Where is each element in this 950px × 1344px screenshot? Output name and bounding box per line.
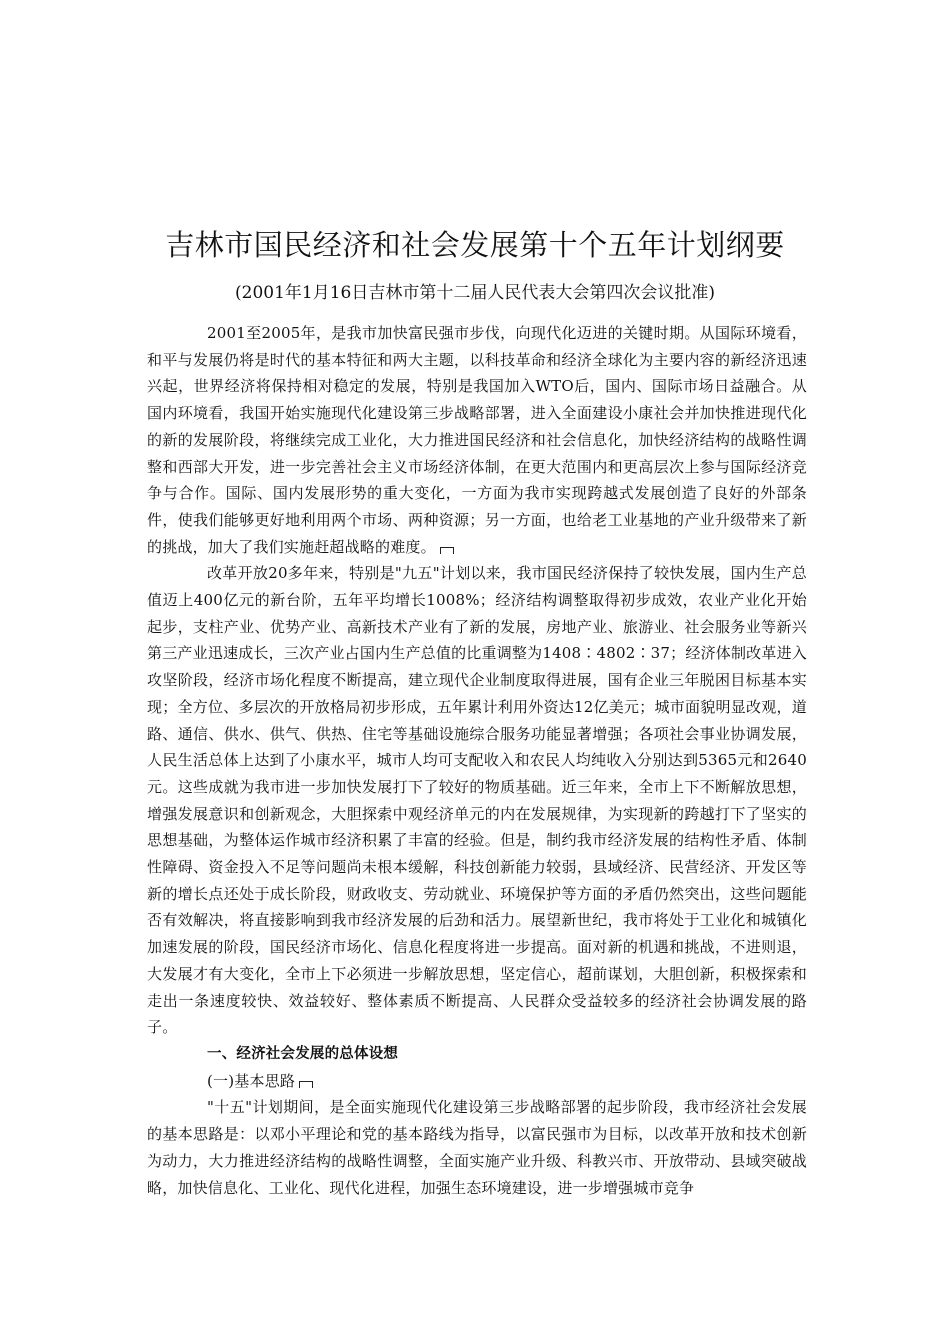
- paragraph-mark-icon: [440, 547, 454, 554]
- document-title: 吉林市国民经济和社会发展第十个五年计划纲要: [165, 228, 785, 262]
- section-heading: 一、经济社会发展的总体设想: [207, 1045, 399, 1062]
- paragraph-1-text: 2001至2005年，是我市加快富民强市步伐，向现代化迈进的关键时期。从国际环境看，和平与发展仍将是时代的基本特征和两大主题，以科技革命和经济全球化为主要内容的新经济迅速兴起，世界经济将保持相对稳定的发展，特别是我国加入WTO后，国内、国际市场日益融合。从国内环境看，我国开始实施现代化建设第三步战略部署，进入全面建设小康社会并加快推进现代化的新的发展阶段，将继续完成工业化，大力推进国民经济和社会信息化，加快经济结构的战略性调整和西部大开发，进一步完善社会主义市场经济体制，在更大范围内和更高层次上参与国际经济竞争与合作。国际、国内发展形势的重大变化，一方面为我市实现跨越式发展创造了良好的外部条件，使我们能够更好地利用两个市场、两种资源；另一方面，也给老工业基地的产业升级带来了新的挑战，加大了我们实施赶超战略的难度。: [147, 324, 807, 556]
- document-body: [147, 320, 807, 1201]
- paragraph-3: "十五"计划期间，是全面实施现代化建设第三步战略部署的起步阶段，我市经济社会发展的基本思路是：以邓小平理论和党的基本路线为指导，以富民强市为目标，以改革开放和技术创新为动力，大力推进经济结构的战略性调整，全面实施产业升级、科教兴市、开放带动、县域突破战略，加快信息化、工业化、现代化进程，加强生态环境建设，进一步增强城市竞争: [147, 1098, 807, 1197]
- paragraph-mark-icon: [299, 1081, 313, 1088]
- subsection-heading-text: (一)基本思路: [207, 1071, 296, 1090]
- paragraph-2: 改革开放20多年来，特别是"九五"计划以来，我市国民经济保持了较快发展，国内生产总值迈上400亿元的新台阶，五年平均增长1008%；经济结构调整取得初步成效，农业产业化开始起步，支柱产业、优势产业、高新技术产业有了新的发展，房地产业、旅游业、社会服务业等新兴第三产业迅速成长，三次产业占国内生产总值的比重调整为1408∶4802∶37；经济体制改革进入攻坚阶段，经济市场化程度不断提高，建立现代企业制度取得进展，国有企业三年脱困目标基本实现；全方位、多层次的开放格局初步形成，五年累计利用外资达12亿美元；城市面貌明显改观，道路、通信、供水、供气、供热、住宅等基础设施综合服务功能显著增强；各项社会事业协调发展，人民生活总体上达到了小康水平，城市人均可支配收入和农民人均纯收入分别达到5365元和2640元。这些成就为我市进一步加快发展打下了较好的物质基础。近三年来，全市上下不断解放思想，增强发展意识和创新观念，大胆探索中观经济单元的内在发展规律，为实现新的跨越打下了坚实的思想基础，为整体运作城市经济积累了丰富的经验。但是，制约我市经济发展的结构性矛盾、体制性障碍、资金投入不足等问题尚未根本缓解，科技创新能力较弱，县域经济、民营经济、开发区等新的增长点还处于成长阶段，财政收支、劳动就业、环境保护等方面的矛盾仍然突出，这些问题能否有效解决，将直接影响到我市经济发展的后劲和活力。展望新世纪，我市将处于工业化和城镇化加速发展的阶段，国民经济市场化、信息化程度将进一步提高。面对新的机遇和挑战，不进则退，大发展才有大变化，全市上下必须进一步解放思想，坚定信心，超前谋划，大胆创新，积极探索和走出一条速度较快、效益较好、整体素质不断提高、人民群众受益较多的经济社会协调发展的路子。: [147, 564, 807, 1037]
- subsection-heading: [147, 1068, 807, 1095]
- paragraph-1: [147, 320, 807, 560]
- document-subtitle: (2001年1月16日吉林市第十二届人民代表大会第四次会议批准): [235, 283, 715, 303]
